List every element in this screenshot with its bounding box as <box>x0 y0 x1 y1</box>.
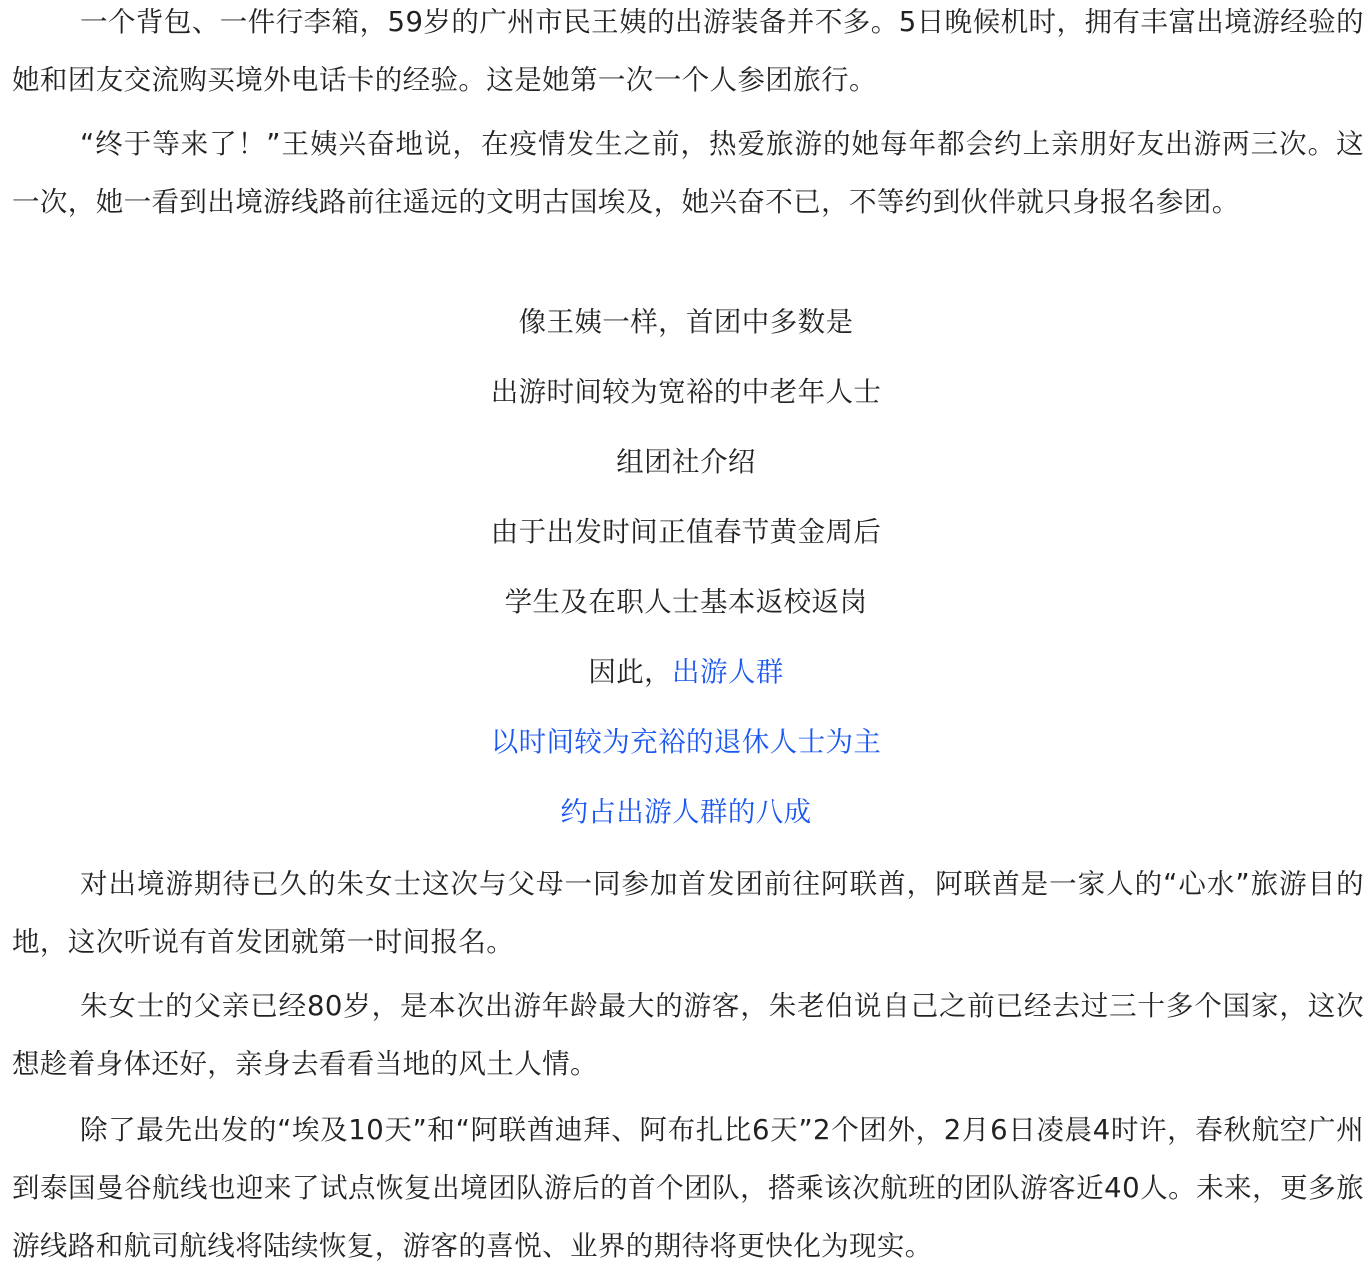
paragraph-2: “终于等来了！”王姨兴奋地说，在疫情发生之前，热爱旅游的她每年都会约上亲朋好友出游两三次。这一次，她一看到出境游线路前往遥远的文明古国埃及，她兴奋不已，不等约到伙伴就只身报名参团。 <box>12 128 1364 218</box>
highlight-line-2: 约占出游人群的八成 <box>560 796 812 828</box>
paragraph-1: 一个背包、一件行李箱，59岁的广州市民王姨的出游装备并不多。5日晚候机时，拥有丰富出境游经验的她和团友交流购买境外电话卡的经验。这是她第一次一个人参团旅行。 <box>12 6 1364 96</box>
paragraph-5: 除了最先出发的“埃及10天”和“阿联酋迪拜、阿布扎比6天”2个团外，2月6日凌晨4时许，春秋航空广州到泰国曼谷航线也迎来了试点恢复出境团队游后的首个团队，搭乘该次航班的团队游客近40人。未来，更多旅游线路和航司航线将陆续恢复，游客的喜悦、业界的期待将更快化为现实。 <box>12 1114 1364 1262</box>
center-line-2: 出游时间较为宽裕的中老年人士 <box>490 376 882 408</box>
center-line-4: 由于出发时间正值春节黄金周后 <box>490 516 882 548</box>
center-line-1: 像王姨一样，首团中多数是 <box>518 306 854 338</box>
center-line-6-prefix: 因此， <box>588 656 673 688</box>
center-line-6 <box>0 653 1372 691</box>
center-line-3: 组团社介绍 <box>616 446 756 478</box>
paragraph-3: 对出境游期待已久的朱女士这次与父母一同参加首发团前往阿联酋，阿联酋是一家人的“心水”旅游目的地，这次听说有首发团就第一时间报名。 <box>12 868 1364 958</box>
highlight-line-1: 以时间较为充裕的退休人士为主 <box>490 726 882 758</box>
center-line-6-highlight: 出游人群 <box>672 656 784 688</box>
center-line-5: 学生及在职人士基本返校返岗 <box>504 586 868 618</box>
paragraph-4: 朱女士的父亲已经80岁，是本次出游年龄最大的游客，朱老伯说自己之前已经去过三十多个国家，这次想趁着身体还好，亲身去看看当地的风土人情。 <box>12 990 1364 1080</box>
